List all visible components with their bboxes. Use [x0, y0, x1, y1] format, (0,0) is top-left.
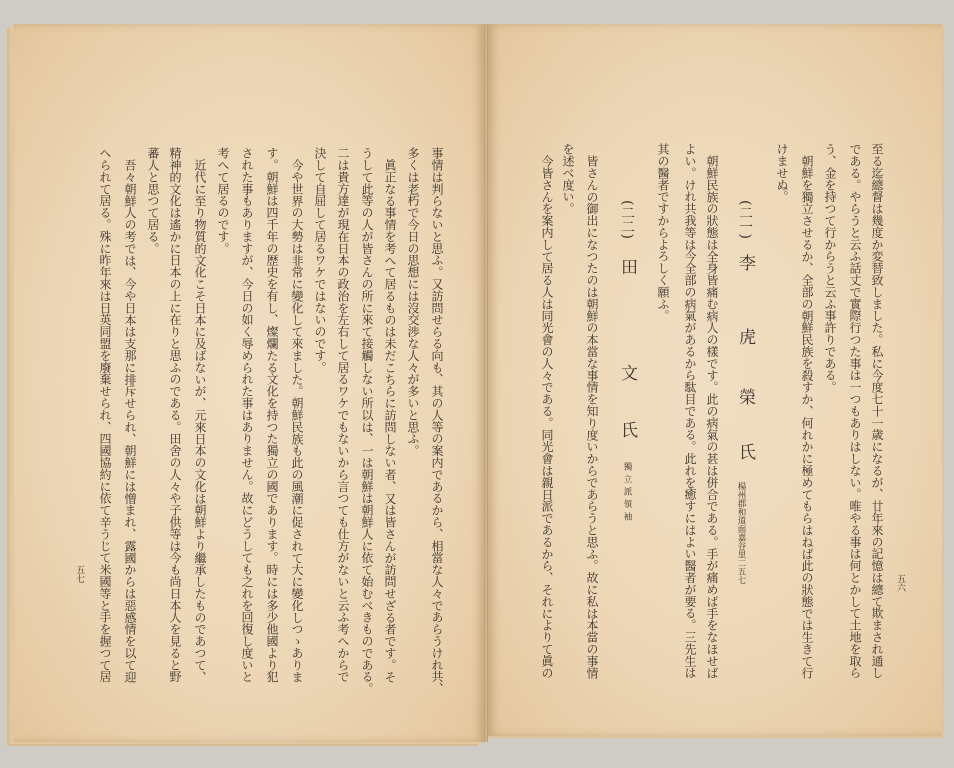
page-number: 五六 — [895, 574, 905, 592]
text-line: された事もありますが、今日の如く辱められた事はありません。故にどうしても之れを回復し度いと — [240, 147, 254, 683]
person-name-char: 榮 — [735, 388, 755, 405]
text-line: 精神的文化は遙かに日本の上に在りと思ふのである。田舍の人々や子供等は今も尚日本人を見ると野 — [168, 147, 182, 683]
text-line: 眞正なる事情を考へて居るものは未だこちらに訪問しない者、又は皆さんが訪問せざる者です。そ — [383, 159, 397, 683]
text-line: 朝鮮を獨立させるか、全部の朝鮮民族を殺すか、何れかに極めてもらはねば此の狀態では生きて行 — [800, 155, 814, 679]
text-line: 吾々朝鮮人の考では、今や日本は支那に排斥せられ、朝鮮には憎まれ、露國からは惡感情を以て迎 — [123, 159, 137, 683]
person-address: 楊州郡和道面嘉谷里二五七 — [736, 482, 746, 584]
text-line: へられて居る。殊に昨年來は日英同盟を廢棄せられ、四國協約に依て辛うじて米國等と手を握つて居 — [98, 147, 112, 683]
person-name-char: 虎 — [735, 328, 755, 345]
person-name-char: 田 — [617, 258, 637, 275]
book-gutter — [484, 24, 488, 742]
page-number: 五七 — [74, 565, 84, 583]
text-line: を述べ度い。 — [561, 143, 575, 215]
text-line: 考へて居るのです。 — [216, 147, 230, 255]
person-name-char: 文 — [617, 364, 637, 381]
section-number: (二二) — [619, 200, 635, 239]
text-line: 皆さんの御出になつたのは朝鮮の本當な事情を知り度いからであらうと思ふ。故に私は本當の事情 — [585, 155, 599, 679]
text-line: 至る迄總督は幾度か変替致しました。私に今度七十一歳になるが、廿年來の記憶は總て欺まされ通し — [870, 143, 884, 679]
text-line: である。やらうと云ふ話丈で實際行つた事は一つもありはしない。唯やる事は何とかして土地を取ら — [848, 143, 862, 679]
text-line: 今皆さんを案内して居る人は同光會の人々である。同光會は親日派であるから、それによりて眞の — [540, 155, 554, 679]
text-line: 多くは老朽で今日の思想には沒交渉な人々が多いと思ふ。 — [406, 147, 420, 457]
section-number: (二一) — [737, 200, 753, 239]
text-line: うして此等の人が皆さんの所に來て接觸しない所以は、一は朝鮮は朝鮮人に依て始むべきものである。 — [360, 147, 374, 695]
person-title: 獨立派領袖 — [622, 462, 632, 525]
text-line: 近代に至り物質的文化こそ日本に及ばないが、元來日本の文化は朝鮮より繼承したものであつて、 — [193, 159, 207, 683]
person-name-char: 氏 — [735, 443, 755, 460]
person-name-char: 李 — [735, 254, 755, 271]
text-line: 其の醫者ですからよろしく願ふ。 — [656, 143, 670, 322]
text-line: 蕃人と思つて居る。 — [146, 147, 160, 255]
text-line: 二は貴方達が現在日本の政治を左右して居るワケでもないから言つても仕方がないと云ふ考へからで — [336, 147, 350, 683]
text-line: 事情は判らないと思ふ。又訪問せらる向も、其の人等の案内であるから、相當な人々であらうけれ共、 — [430, 147, 444, 695]
text-line: す。朝鮮は四千年の歴史を有し、燦爛たる文化を持つた獨立の國であります。時には多少他國より犯 — [265, 147, 279, 683]
text-line: 今や世界の大勢は非常に變化して來ました。朝鮮民族も此の風潮に促されて大に變化しつゝありま — [290, 159, 304, 683]
text-line: よい。けれ共我等は今全部の病氣があるから駄目である。此れを癒すにはよい醫者が要る。三先生は — [683, 143, 697, 679]
person-name-char: 氏 — [617, 421, 637, 438]
text-line: 朝鮮民族の狀態は全身皆痛む病人の樣です。此の病氣の甚は併合である。手が痛めば手をなほせば — [705, 155, 719, 679]
text-line: 決して自屈して居るワケではないのです。 — [313, 147, 327, 374]
text-line: う、金を持つて行からうと云ふ事許りである。 — [823, 143, 837, 393]
text-line: けませぬ。 — [775, 143, 789, 203]
